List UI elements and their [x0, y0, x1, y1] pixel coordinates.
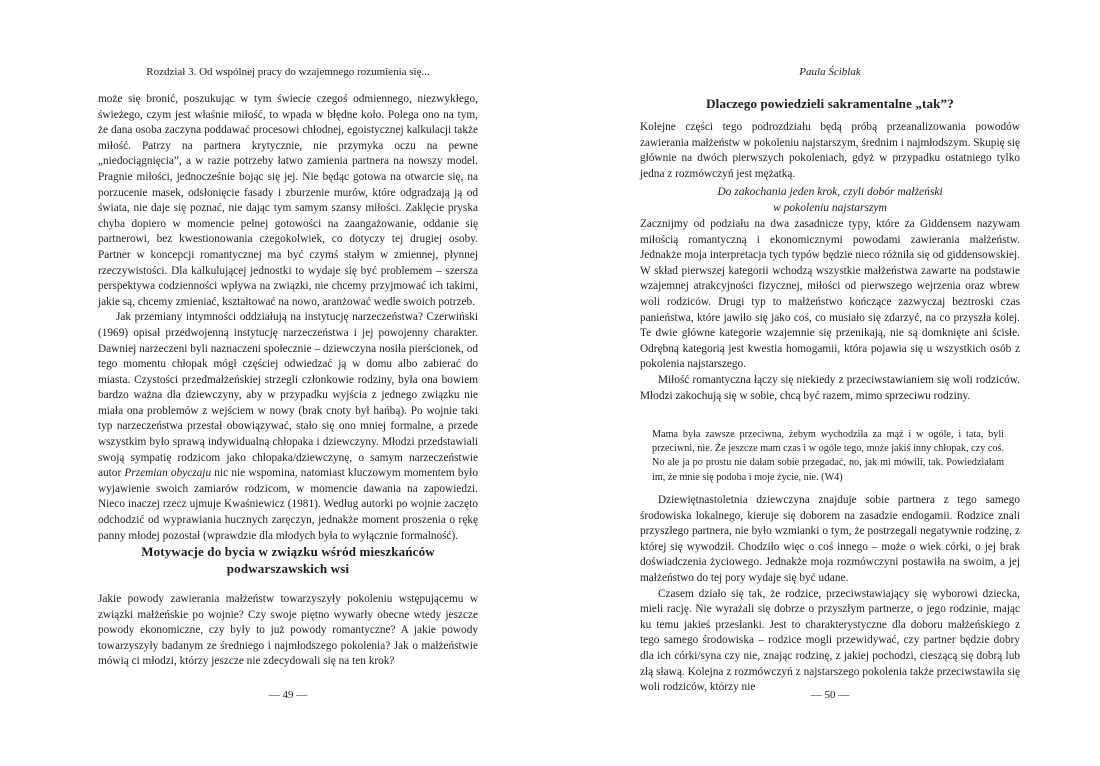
right-paragraph-4: Czasem działo się tak, że rodzice, przeciwstawiający się wyborowi dziecka, mieli rację. Nie wyrażali się dobrze o przyszłym partnerze, o jego rodzinie, mając ku temu jakieś przesłanki. Jest to charakterystyczne dla doboru małżeńskiego z tego samego środowiska – rodzice mogli przewidywać, czy partner będzie dobry dla ich córki/syna czy nie, znając rodzinę, z jakiej pochodzi, cieszącą się dobrą lub złą sławą. Kolejna z rozmówczyń z najstarszego pokolenia także przeciwstawiła się woli rodziców, którzy nie	[640, 587, 1020, 694]
right-page-number: — 50 —	[810, 689, 850, 701]
interview-quote: Mama była zawsze przeciwna, żebym wychodziła za mąż i w ogóle, i tata, byli przeciwni, nie. Że jeszcze mam czas i w ogóle tego, może jakiś inny chłopak, czy coś. No ale ja po prostu nie dałam sobie przegadać, no, jak mi mówili, tak. Powiedziałam im, że mnie się podoba i moje życie, nie. (W4)	[652, 429, 1004, 483]
right-body-intro	[640, 120, 1020, 182]
right-sub-heading-line-1: Do zakochania jeden krok, czyli dobór małżeński	[717, 186, 943, 198]
left-section-heading-line-2: podwarszawskich wsi	[226, 561, 350, 576]
left-page	[98, 0, 478, 766]
right-paragraph-3: Dziewiętnastoletnia dziewczyna znajduje sobie partnera z tego samego środowiska lokalnego, kieruje się doborem na zasadzie endogamii. Rodzice znali przyszłego partnera, nie było wzmianki o tym, że postrzegali negatywnie rodzinę, z której się wywodził. Chodziło więc o coś innego – może o wiek córki, o jej brak doświadczenia życiowego. Jednakże moja rozmówczyni postawiła na swoim, a jej małżeństwo do tej pory wydaje się być udane.	[640, 494, 1020, 584]
left-paragraph-2	[98, 310, 478, 544]
left-body-bottom	[98, 592, 478, 670]
right-body-bottom	[640, 493, 1020, 696]
left-paragraph-3: Jakie powody zawierania małżeństw towarzyszyły pokoleniu wstępującemu w związki małżeńskie po wojnie? Czy swoje piętno wywarły obecne wtedy jeszcze powody ekonomiczne, czy były to już powody romantyczne? A jakie powody towarzyszyły badanym ze średniego i najmłodszego pokolenia? Jak o małżeństwie mówią ci młodzi, którzy jeszcze nie zdecydowali się na ten krok?	[98, 593, 478, 668]
left-paragraph-1: może się bronić, poszukując w tym świecie czegoś odmiennego, niezwykłego, świeżego, czym jest właśnie miłość, to wpada w błędne koło. Polega ono na tym, że dana osoba zaczyna poddawać procesowi chłodnej, egoistycznej kalkulacji także miłość. Patrzy na partnera krytycznie, nie przymyka oczu na pewne „niedociągnięcia”, a w razie potrzeby łatwo zamienia partnera na nowszy model. Pragnie miłości, jednocześnie bojąc się jej. Nie będąc gotowa na otwarcie się, na porzucenie masek, odsłonięcie fasady i zburzenie murów, które odgradzają ją od świata, nie daje się poznać, nie dając tym samym szansy miłości. Zaklęcie pryska chyba dopiero w momencie pełnej gotowości na zaangażowanie, oddanie się partnerowi, bez kwestionowania czegokolwiek, co dotyczy tej drugiej osoby. Partner w koncepcji romantycznej ma być czymś stałym w zmiennej, płynnej rzeczywistości. Dla kalkulującej jednostki to wydaje się być problemem – szersza perspektywa codzienności wpływa na związki, nie chcemy przyjmować ich takimi, jakie są, chcemy zmieniać, kształtować na nowo, aranżować wedle swoich potrzeb.	[98, 93, 478, 308]
right-paragraph-1: Zacznijmy od podziału na dwa zasadnicze typy, które za Giddensem nazywam miłością romantyczną i ekonomicznymi powodami zawierania małżeństw. Jednakże moja interpretacja tych typów będzie nieco różniła się od giddensowskiej. W skład pierwszej kategorii wchodzą wszystkie małżeństwa zawarte na podstawie wzajemnej atrakcyjności fizycznej, miłości od pierwszego wejrzenia oraz wbrew woli rodziców. Drugi typ to małżeństwo kończące zazwyczaj beztroski czas panieństwa, które jawiło się jako coś, co musiało się zdarzyć, na co przyszła kolej. Te dwie główne kategorie wzajemnie się przenikają, nie są domknięte ani ścisłe. Odrębną kategorią jest kwestia homogamii, która pojawia się u wszystkich osób z pokolenia najstarszego.	[640, 218, 1020, 371]
left-body-top	[98, 92, 478, 544]
left-section-heading-line-1: Motywacje do bycia w związku wśród mieszkańców	[141, 544, 435, 559]
right-body-mid	[640, 217, 1020, 404]
left-running-head: Rozdział 3. Od wspólnej pracy do wzajemnego rozumienia się...	[146, 66, 430, 78]
right-paragraph-intro: Kolejne części tego podrozdziału będą próbą przeanalizowania powodów zawierania małżeństw w pokoleniu najstarszym, średnim i najmłodszym. Skupię się głównie na dwóch pierwszych pokoleniach, gdyż w przypadku ostatniego tylko jedna z rozmówczyń jest mężatką.	[640, 121, 1020, 180]
right-sub-heading	[640, 185, 1020, 216]
book-title-przemian-obyczaju: Przemian obyczaju	[124, 467, 212, 480]
right-page	[640, 0, 1020, 766]
left-page-number: — 49 —	[268, 689, 308, 701]
right-paragraph-2: Miłość romantyczna łączy się niekiedy z przeciwstawianiem się woli rodziców. Młodzi zakochują się w sobie, chcą być razem, mimo sprzeciwu rodziny.	[640, 373, 1020, 402]
right-running-head: Paula Ściblak	[799, 66, 861, 78]
left-paragraph-2-part-1: Jak przemiany intymności oddziałują na instytucję narzeczeństwa? Czerwiński (1969) opisał przedwojenną instytucję narzeczeństwa i jej powojenny charakter. Dawniej narzeczeni byli naznaczeni społecznie – dziewczyna nosiła pierścionek, od tego momentu chłopak mógł częściej odwiedzać ją w domu albo zabierać do miasta. Czystości przedmałżeńskiej strzegli członkowie rodziny, była ona bowiem bardzo ważna dla dziewczyny, aby w przypadku wyjścia z jednego związku nie miała ona problemów z wejściem w nowy (brak cnoty był hańbą). Po wojnie taki typ narzeczeństwa przestał obowiązywać, stało się ono mniej formalne, a przede wszystkim było sprawą indywidualną chłopaka i dziewczyny. Młodzi przedstawiali swoją sympatię rodzicom jako chłopaka/dziewczynę, o samym narzeczeństwie autor	[98, 311, 478, 480]
left-paragraph-2-part-2: nic nie wspomina, natomiast kluczowym momentem było wyjawienie swoich zamiarów rodzicom, w momencie dawania na zapowiedzi. Nieco inaczej rzecz ujmuje Kwaśniewicz (1981). Według autorki po wojnie zaczęto odchodzić od wyprawiania hucznych zaręczyn, jednakże moment proszenia o rękę panny młodej pozostał (wprawdzie dla młodych była to wyłącznie formalność).	[98, 467, 478, 542]
right-sub-heading-line-2: w pokoleniu najstarszym	[773, 201, 887, 214]
left-section-heading	[98, 543, 478, 577]
right-section-heading: Dlaczego powiedzieli sakramentalne „tak”?	[706, 96, 954, 111]
